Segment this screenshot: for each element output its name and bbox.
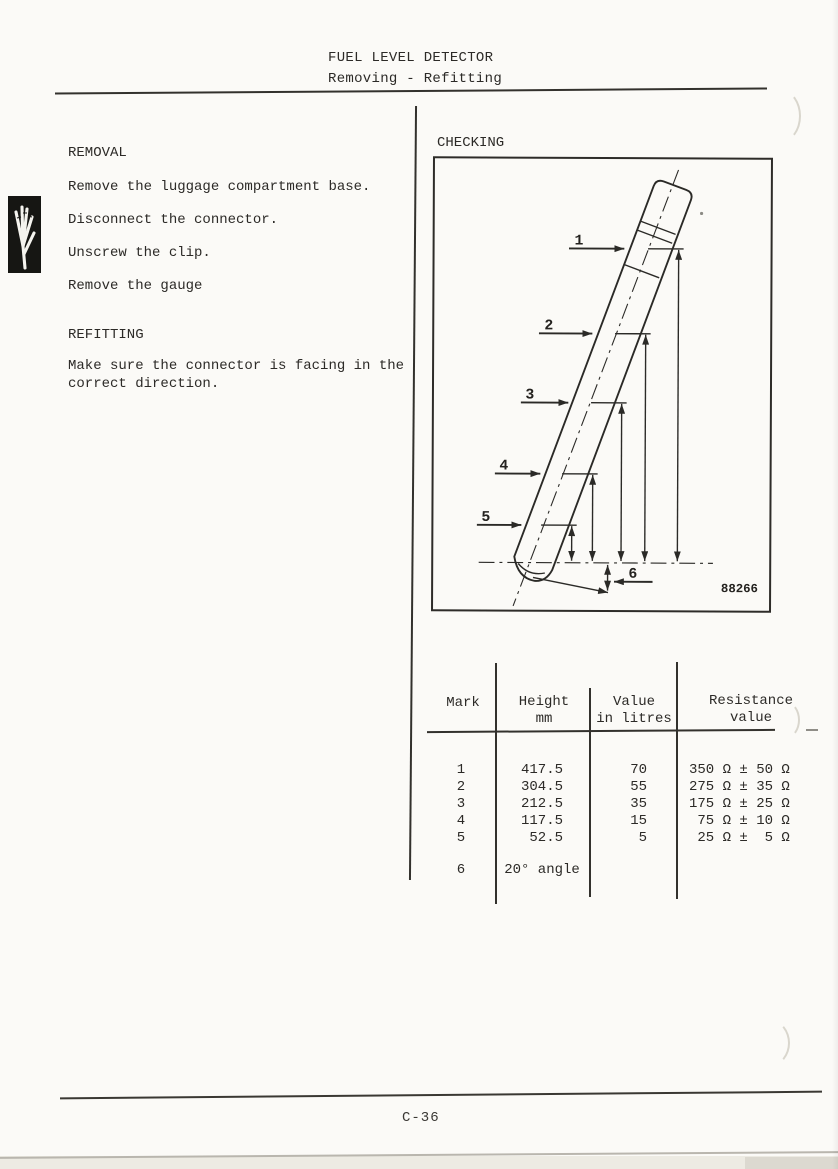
mark-labels [481,233,639,583]
table-header-resistance-unit: value [729,710,772,726]
hand-icon-glyph [8,196,41,273]
cell-mark: 3 [456,796,466,812]
cell-resistance: 25 Ω ± 5 Ω [689,830,790,846]
figure-number: 88266 [720,582,759,597]
table-row [427,779,827,796]
column-divider [409,106,417,880]
table-row [427,830,827,847]
cell-height: 20° angle [504,862,580,878]
cell-resistance: 75 Ω ± 10 Ω [689,813,790,829]
table-header-resistance: Resistance [708,693,793,709]
scan-bottom-corner [745,1157,838,1169]
table-row [427,862,827,879]
cell-mark: 5 [456,830,466,846]
figure-box [431,156,773,612]
mark-label-1: 1 [574,233,584,250]
cell-litres: 15 [630,813,647,829]
table-header-mark: Mark [446,695,480,711]
cell-mark: 4 [456,813,466,829]
removal-heading: REMOVAL [68,145,127,161]
mark-label-5: 5 [481,509,491,526]
mark-label-4: 4 [499,458,509,475]
footer-rule [60,1091,822,1100]
mark-label-6: 6 [628,566,638,583]
page-curl-artifact [774,702,800,738]
page-curl-artifact [763,90,801,142]
mark-ticks [541,248,684,525]
cell-mark: 1 [456,762,466,778]
mark-label-3: 3 [525,387,535,404]
fuel-gauge-diagram [433,158,771,610]
refitting-heading: REFITTING [68,327,144,343]
cell-mark: 2 [456,779,466,795]
hand-icon [8,196,41,273]
cell-litres: 35 [630,796,647,812]
cell-resistance: 275 Ω ± 35 Ω [689,779,790,795]
cell-litres: 5 [638,830,647,846]
header-rule [55,88,767,95]
table-row [427,762,827,779]
removal-step: Disconnect the connector. [68,212,279,228]
page-subtitle: Removing - Refitting [328,71,503,87]
checking-heading: CHECKING [437,135,505,151]
mark-arrows [477,248,654,582]
scan-bottom-band [0,1156,838,1169]
mark-label-2: 2 [544,318,554,335]
removal-step: Remove the gauge [68,278,203,294]
cell-height: 212.5 [520,796,563,812]
scan-speck [700,212,703,215]
page-title: FUEL LEVEL DETECTOR [328,50,494,66]
angle-line [533,577,608,592]
page-curl-artifact [752,1020,790,1066]
cell-height: 52.5 [529,830,563,846]
cell-height: 304.5 [520,779,563,795]
removal-step: Unscrew the clip. [68,245,211,261]
cell-litres [591,862,677,879]
cell-height: 417.5 [520,762,563,778]
table-row [427,796,827,813]
table-header-rule [427,729,775,733]
table-row [427,813,827,830]
refitting-note: Make sure the connector is facing in the correct direction. [68,358,405,392]
table-header-rule-fragment [806,729,818,731]
cell-height: 117.5 [520,813,563,829]
table-header-value: Value [612,694,655,710]
scan-right-shade [832,0,838,1169]
cell-litres: 55 [630,779,647,795]
table-header-height-unit: mm [535,711,553,727]
cell-litres: 70 [630,762,647,778]
datum-baseline [479,562,713,563]
page-number: C-36 [402,1110,440,1126]
dimension-lines [571,249,678,590]
removal-step: Remove the luggage compartment base. [68,179,371,195]
cell-resistance [677,862,827,879]
cell-mark: 6 [456,862,466,878]
cell-resistance: 175 Ω ± 25 Ω [689,796,790,812]
gauge-tube [513,169,692,607]
table-header-height: Height [518,694,570,710]
cell-resistance: 350 Ω ± 50 Ω [689,762,790,778]
table-header-value-unit: in litres [596,711,672,727]
